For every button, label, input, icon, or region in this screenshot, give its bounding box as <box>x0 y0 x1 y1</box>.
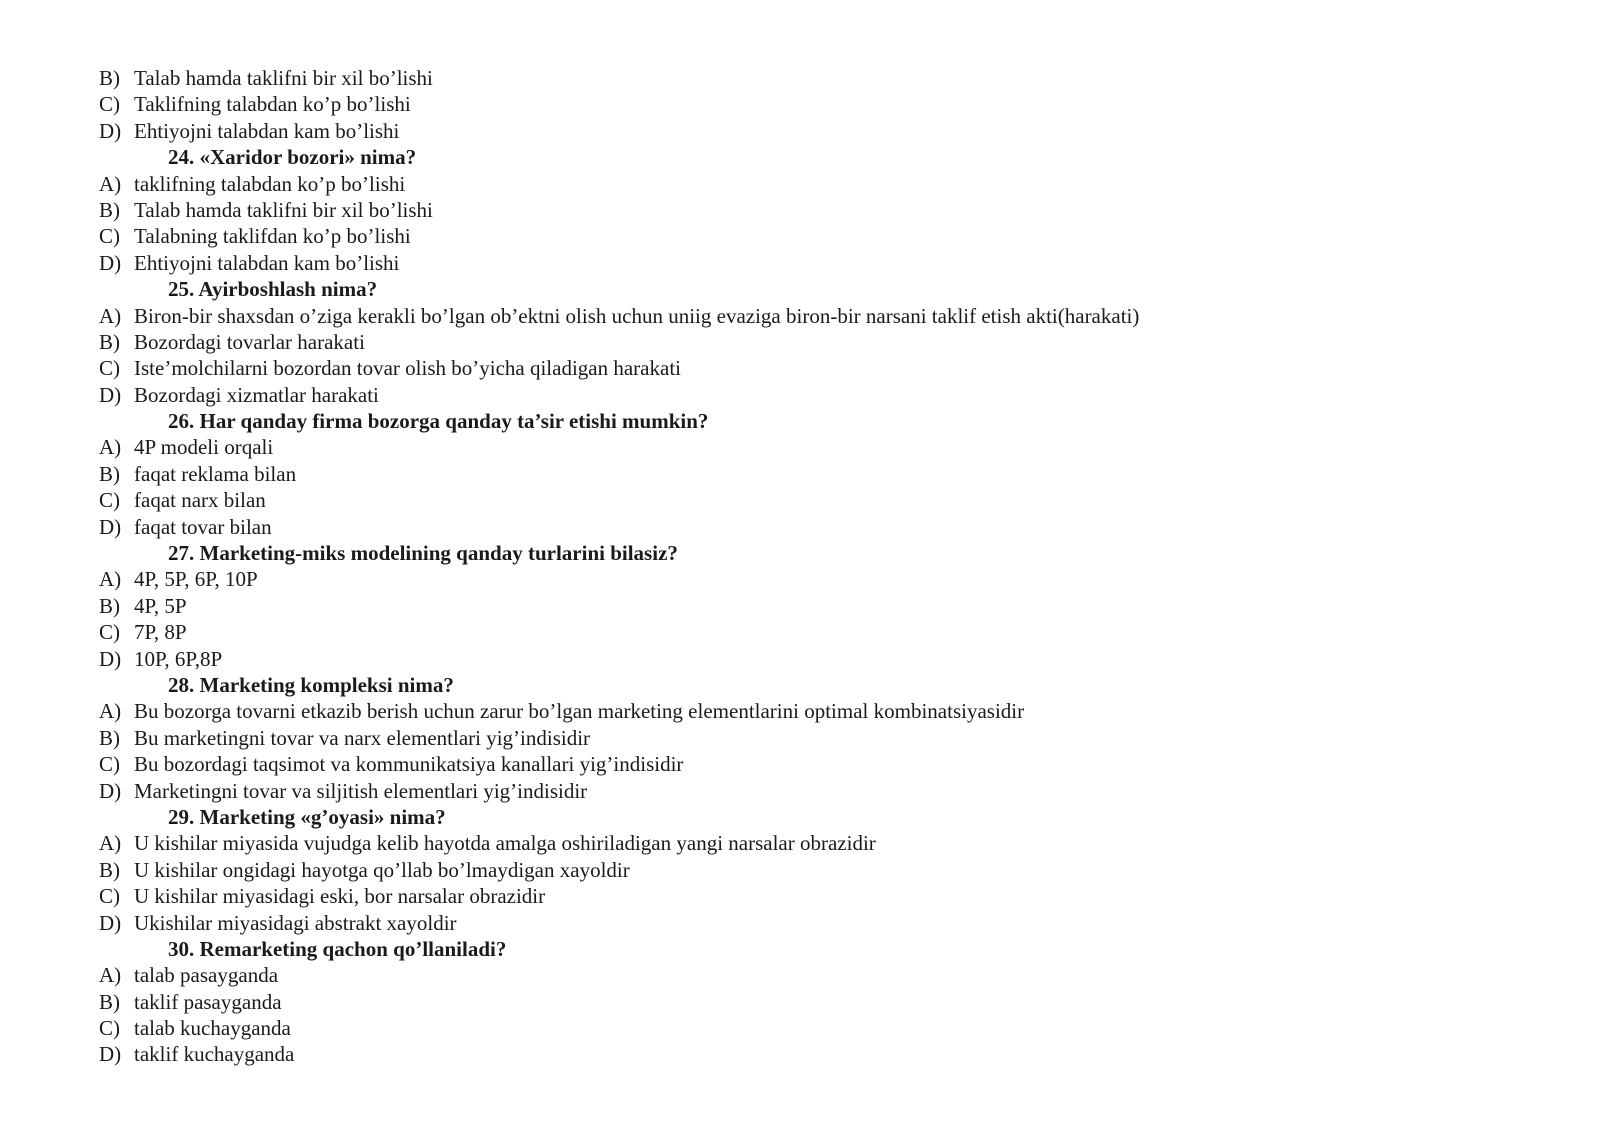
option-letter: D) <box>99 118 122 143</box>
answer-option <box>99 910 1559 936</box>
option-text: 4P, 5P <box>134 593 187 618</box>
option-text: taklif pasayganda <box>134 989 282 1014</box>
option-text: Talabning taklifdan ko’p bo’lishi <box>134 224 411 249</box>
option-text: taklif kuchayganda <box>134 1042 295 1067</box>
option-letter: A) <box>99 699 122 724</box>
option-letter: C) <box>99 752 120 777</box>
question-title: 28. Marketing kompleksi nima? <box>168 672 454 697</box>
option-letter: C) <box>99 356 120 381</box>
option-text: Bozordagi tovarlar harakati <box>134 329 365 354</box>
answer-option <box>99 751 1559 777</box>
answer-option <box>99 566 1559 592</box>
option-letter: D) <box>99 250 122 275</box>
option-text: taklifning talabdan ko’p bo’lishi <box>134 171 406 196</box>
option-letter: C) <box>99 92 120 117</box>
answer-option <box>99 778 1559 804</box>
option-letter: C) <box>99 1016 120 1041</box>
option-letter: C) <box>99 488 120 513</box>
question-title: 27. Marketing-miks modelining qanday turlarini bilasiz? <box>168 541 678 566</box>
answer-option <box>99 830 1559 856</box>
option-text: talab kuchayganda <box>134 1016 291 1041</box>
option-letter: D) <box>99 514 122 539</box>
option-letter: D) <box>99 382 122 407</box>
answer-option <box>99 197 1559 223</box>
option-text: U kishilar miyasidagi eski, bor narsalar obrazidir <box>134 884 546 909</box>
option-text: faqat reklama bilan <box>134 461 297 486</box>
answer-option <box>99 883 1559 909</box>
answer-option <box>99 329 1559 355</box>
answer-option <box>99 355 1559 381</box>
option-text: 4P modeli orqali <box>134 435 274 460</box>
option-letter: A) <box>99 303 122 328</box>
question-title: 29. Marketing «g’oyasi» nima? <box>168 804 446 829</box>
option-letter: C) <box>99 884 120 909</box>
question-title: 26. Har qanday firma bozorga qanday ta’sir etishi mumkin? <box>168 409 709 434</box>
option-letter: D) <box>99 646 122 671</box>
option-letter: A) <box>99 567 122 592</box>
option-text: Ukishilar miyasidagi abstrakt xayoldir <box>134 910 457 935</box>
option-text: faqat tovar bilan <box>134 514 272 539</box>
answer-option <box>99 698 1559 724</box>
option-letter: C) <box>99 620 120 645</box>
answer-option <box>99 646 1559 672</box>
option-letter: A) <box>99 435 122 460</box>
option-text: Ehtiyojni talabdan kam bo’lishi <box>134 118 400 143</box>
option-text: faqat narx bilan <box>134 488 266 513</box>
option-letter: D) <box>99 1042 122 1067</box>
option-text: Bozordagi xizmatlar harakati <box>134 382 379 407</box>
option-text: Bu bozordagi taqsimot va kommunikatsiya kanallari yig’indisidir <box>134 752 684 777</box>
answer-option <box>99 434 1559 460</box>
question-title: 30. Remarketing qachon qo’llaniladi? <box>168 936 507 961</box>
option-letter: A) <box>99 171 122 196</box>
option-letter: B) <box>99 857 120 882</box>
option-letter: B) <box>99 989 120 1014</box>
answer-option <box>99 989 1559 1015</box>
answer-option <box>99 382 1559 408</box>
answer-option <box>99 1041 1559 1067</box>
option-letter: A) <box>99 963 122 988</box>
option-text: 4P, 5P, 6P, 10P <box>134 567 258 592</box>
answer-option <box>99 725 1559 751</box>
option-text: Bu marketingni tovar va narx elementlari yig’indisidir <box>134 725 591 750</box>
option-letter: B) <box>99 461 120 486</box>
option-text: talab pasayganda <box>134 963 279 988</box>
option-letter: B) <box>99 593 120 618</box>
answer-option <box>99 461 1559 487</box>
answer-option <box>99 171 1559 197</box>
answer-option <box>99 118 1559 144</box>
answer-option <box>99 91 1559 117</box>
option-letter: B) <box>99 329 120 354</box>
answer-option <box>99 65 1559 91</box>
answer-option <box>99 857 1559 883</box>
answer-option <box>99 303 1559 329</box>
option-text: 7P, 8P <box>134 620 187 645</box>
option-text: Ehtiyojni talabdan kam bo’lishi <box>134 250 400 275</box>
option-text: Marketingni tovar va siljitish elementlari yig’indisidir <box>134 778 588 803</box>
document-page <box>99 65 1559 1068</box>
option-letter: D) <box>99 910 122 935</box>
answer-option <box>99 619 1559 645</box>
option-letter: B) <box>99 725 120 750</box>
answer-option <box>99 223 1559 249</box>
answer-option <box>99 962 1559 988</box>
option-text: 10P, 6P,8P <box>134 646 223 671</box>
option-text: Bu bozorga tovarni etkazib berish uchun zarur bo’lgan marketing elementlarini optimal kombinatsiyasidir <box>134 699 1025 724</box>
answer-option <box>99 487 1559 513</box>
answer-option <box>99 250 1559 276</box>
option-text: U kishilar ongidagi hayotga qo’llab bo’lmaydigan xayoldir <box>134 857 630 882</box>
answer-option <box>99 593 1559 619</box>
answer-option <box>99 514 1559 540</box>
option-letter: C) <box>99 224 120 249</box>
option-text: Iste’molchilarni bozordan tovar olish bo’yicha qiladigan harakati <box>134 356 681 381</box>
question-title: 24. «Xaridor bozori» nima? <box>168 145 417 170</box>
option-text: Biron-bir shaxsdan o’ziga kerakli bo’lgan ob’ektni olish uchun uniig evaziga biron-bir narsani taklif etish akti(harakati) <box>134 303 1140 328</box>
option-letter: B) <box>99 66 120 90</box>
option-text: U kishilar miyasida vujudga kelib hayotda amalga oshiriladigan yangi narsalar obrazidir <box>134 831 876 856</box>
option-text: Taklifning talabdan ko’p bo’lishi <box>134 92 411 117</box>
answer-option <box>99 1015 1559 1041</box>
option-text: Talab hamda taklifni bir xil bo’lishi <box>134 197 433 222</box>
option-letter: B) <box>99 197 120 222</box>
option-text: Talab hamda taklifni bir xil bo’lishi <box>134 66 433 90</box>
question-title: 25. Ayirboshlash nima? <box>168 277 378 302</box>
option-letter: A) <box>99 831 122 856</box>
option-letter: D) <box>99 778 122 803</box>
